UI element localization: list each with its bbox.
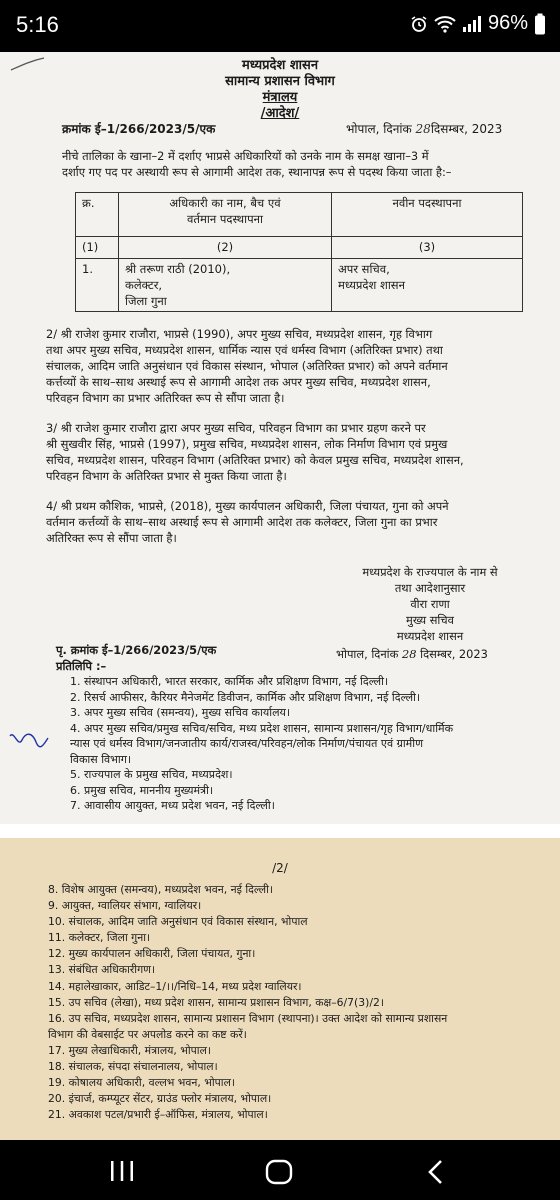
list-item: 1. संस्थापन अधिकारी, भारत सरकार, कार्मिक और प्रशिक्षण विभाग, नई दिल्ली। — [70, 675, 389, 688]
list-item: 10. संचालक, आदिम जाति अनुसंधान एवं विकास संस्थान, भोपाल — [48, 915, 308, 929]
paragraph-2: 2/ श्री राजेश कुमार राजौरा, भाप्रसे (1990), अपर मुख्य सचिव, मध्यप्रदेश शासन, गृह विभाग तथा अपर मुख्य सचिव, मध्यप्रदेश शासन, धार्मिक न्यास एवं धर्मस्व विभाग (अतिरिक्त प्रभार) तथा संचालक, आदिम जाति अनुसंधान एवं विकास संस्थान, भोपाल (अतिरिक्त प्रभार) को अपने वर्तमान कर्त्तव्यों के साथ–साथ अस्थाई रूप से आगामी आदेश तक अपर मुख्य सचिव, मध्यप्रदेश शासन, परिवहन विभाग का प्रभार अतिरिक्त रूप से सौंपा जाता है। — [46, 327, 448, 405]
battery-icon — [534, 13, 546, 35]
list-item: 2. रिसर्च आफीसर, कैरियर मैनेजमेंट डिवीजन, कार्मिक और प्रशिक्षण विभाग, नई दिल्ली। — [70, 690, 421, 704]
list-item: 20. इंचार्ज, कम्प्यूटर सेंटर, ग्राउंड फ्लोर मंत्रालय, भोपाल। — [48, 1092, 272, 1106]
paragraph-4: 4/ श्री प्रथम कौशिक, भाप्रसे, (2018), मुख्य कार्यपालन अधिकारी, जिला पंचायत, गुना को अपने वर्तमान कर्त्तव्यों के साथ–साथ अस्थाई रूप से आगामी आदेश तक कलेक्टर, जिला गुना का प्रभार अतिरिक्त रूप से सौंपा जाता है। — [46, 499, 449, 545]
battery-percent: 96% — [487, 12, 528, 34]
home-button[interactable] — [264, 1158, 294, 1190]
recent-apps-button[interactable] — [108, 1158, 136, 1188]
back-icon — [424, 1158, 448, 1186]
list-item: न्यास एवं धर्मस्व विभाग/जनजातीय कार्य/राजस्व/परिवहन/लोक निर्माण/पंचायत एवं ग्रामीण — [70, 737, 424, 750]
list-item: 16. उप सचिव, मध्यप्रदेश शासन, सामान्य प्रशासन विभाग (स्थापना)। उक्त आदेश को सामान्य प्रशासन — [48, 1011, 448, 1025]
status-bar — [0, 0, 560, 52]
posting-table — [75, 192, 523, 312]
col-num-2: (2) — [119, 237, 332, 259]
paragraph-3: 3/ श्री राजेश कुमार राजौरा द्वारा अपर मुख्य सचिव, परिवहन विभाग का प्रभार ग्रहण करने पर श्री सुखवीर सिंह, भाप्रसे (1997), प्रमुख सचिव, मध्यप्रदेश शासन, लोक निर्माण विभाग एवं प्रमुख सचिव, मध्यप्रदेश शासन, परिवहन विभाग (अतिरिक्त प्रभार) को केवल प्रमुख सचिव, मध्यप्रदेश शासन, परिवहन विभाग के अतिरिक्त प्रभार से मुक्त किया जाता है। — [46, 421, 464, 483]
copy-label: प्रतिलिपि :– — [56, 659, 107, 673]
row-serial: 1. — [76, 259, 119, 312]
intro-line-1: नीचे तालिका के खाना–2 में दर्शाए भाप्रसे अधिकारियों को उनके नाम के समक्ष खाना–3 में — [62, 149, 429, 163]
page-number: /2/ — [272, 861, 288, 875]
wifi-icon — [434, 15, 456, 33]
row-new-posting: अपर सचिव, मध्यप्रदेश शासन — [332, 259, 523, 312]
page-gap — [0, 824, 560, 838]
document-page-2 — [0, 838, 560, 1140]
list-item: 6. प्रमुख सचिव, माननीय मुख्यमंत्री। — [70, 783, 214, 797]
signature-block: मध्यप्रदेश के राज्यपाल के नाम से तथा आदेशानुसार वीरा राणा मुख्य सचिव मध्यप्रदेश शासन — [362, 565, 498, 643]
recent-apps-icon — [108, 1158, 136, 1184]
list-item: 7. आवासीय आयुक्त, मध्य प्रदेश भवन, नई दिल्ली। — [70, 799, 275, 812]
copy-list — [70, 674, 540, 814]
navigation-bar — [0, 1140, 560, 1200]
home-icon — [264, 1158, 294, 1186]
copy-list-continued — [48, 882, 548, 1123]
list-item: 21. अवकाश पटल/प्रभारी ई–ऑफिस, मंत्रालय, भोपाल। — [48, 1108, 268, 1122]
list-item: 12. मुख्य कार्यपालन अधिकारी, जिला पंचायत, गुना। — [48, 947, 256, 961]
list-item: 14. महालेखाकार, आडिट–1/।।/निधि–14, मध्य प्रदेश ग्वालियर। — [48, 979, 302, 993]
list-item: 18. संचालक, संपदा संचालनालय, भोपाल। — [48, 1060, 218, 1074]
list-item: 17. मुख्य लेखाधिकारी, मंत्रालय, भोपाल। — [48, 1043, 212, 1057]
header-govt: मध्यप्रदेश शासन — [241, 58, 319, 73]
list-item: 9. आयुक्त, ग्वालियर संभाग, ग्वालियर। — [48, 899, 202, 913]
list-item: 8. विशेष आयुक्त (समन्वय), मध्यप्रदेश भवन, नई दिल्ली। — [48, 883, 273, 896]
list-item: 3. अपर मुख्य सचिव (समन्वय), मुख्य सचिव कार्यालय। — [70, 706, 291, 719]
handwritten-initials-icon — [6, 728, 50, 752]
row-officer: श्री तरूण राठी (2010), कलेक्टर, जिला गुना — [119, 259, 332, 312]
th-officer: अधिकारी का नाम, बैच एवं वर्तमान पदस्थापना — [119, 193, 332, 237]
copy-order-date: भोपाल, दिनांक 28 दिसम्बर, 2023 — [336, 647, 488, 661]
back-button[interactable] — [424, 1158, 448, 1190]
col-num-3: (3) — [332, 237, 523, 259]
document-page-1 — [0, 52, 560, 824]
list-item: विकास विभाग। — [70, 752, 132, 766]
list-item: विभाग की वेबसाईट पर अपलोड करने का कष्ट करें। — [48, 1027, 247, 1041]
copy-order-number: पृ. क्रमांक ई–1/266/2023/5/एक — [56, 643, 217, 657]
th-new-posting: नवीन पदस्थापना — [332, 193, 523, 237]
header-order: /आदेश/ — [260, 106, 300, 121]
list-item: 11. कलेक्टर, जिला गुना। — [48, 931, 151, 945]
list-item: 5. राज्यपाल के प्रमुख सचिव, मध्यप्रदेश। — [70, 768, 233, 781]
header-ministry: मंत्रालय — [262, 90, 298, 105]
header-dept: सामान्य प्रशासन विभाग — [225, 74, 335, 89]
clock: 5:16 — [16, 12, 59, 37]
status-icons — [410, 12, 546, 35]
list-item: 4. अपर मुख्य सचिव/प्रमुख सचिव/सचिव, मध्य प्रदेश शासन, सामान्य प्रशासन/गृह विभाग/धार्मिक — [70, 721, 454, 735]
signal-icon — [462, 15, 482, 33]
alarm-icon — [410, 15, 428, 33]
list-item: 15. उप सचिव (लेखा), मध्य प्रदेश शासन, सामान्य प्रशासन विभाग, कक्ष–6/7(3)/2। — [48, 995, 384, 1009]
col-num-1: (1) — [76, 237, 119, 259]
list-item: 13. संबंधित अधिकारीगण। — [48, 963, 156, 977]
order-date: भोपाल, दिनांक 28दिसम्बर, 2023 — [346, 122, 503, 136]
order-number: क्रमांक ई–1/266/2023/5/एक — [62, 122, 216, 136]
intro-line-2: दर्शाए गए पद पर अस्थायी रूप से आगामी आदेश तक, स्थानापन्न रूप से पदस्थ किया जाता है:– — [62, 165, 452, 179]
th-serial: क्र. — [76, 193, 119, 237]
list-item: 19. कोषालय अधिकारी, वल्लभ भवन, भोपाल। — [48, 1076, 235, 1090]
